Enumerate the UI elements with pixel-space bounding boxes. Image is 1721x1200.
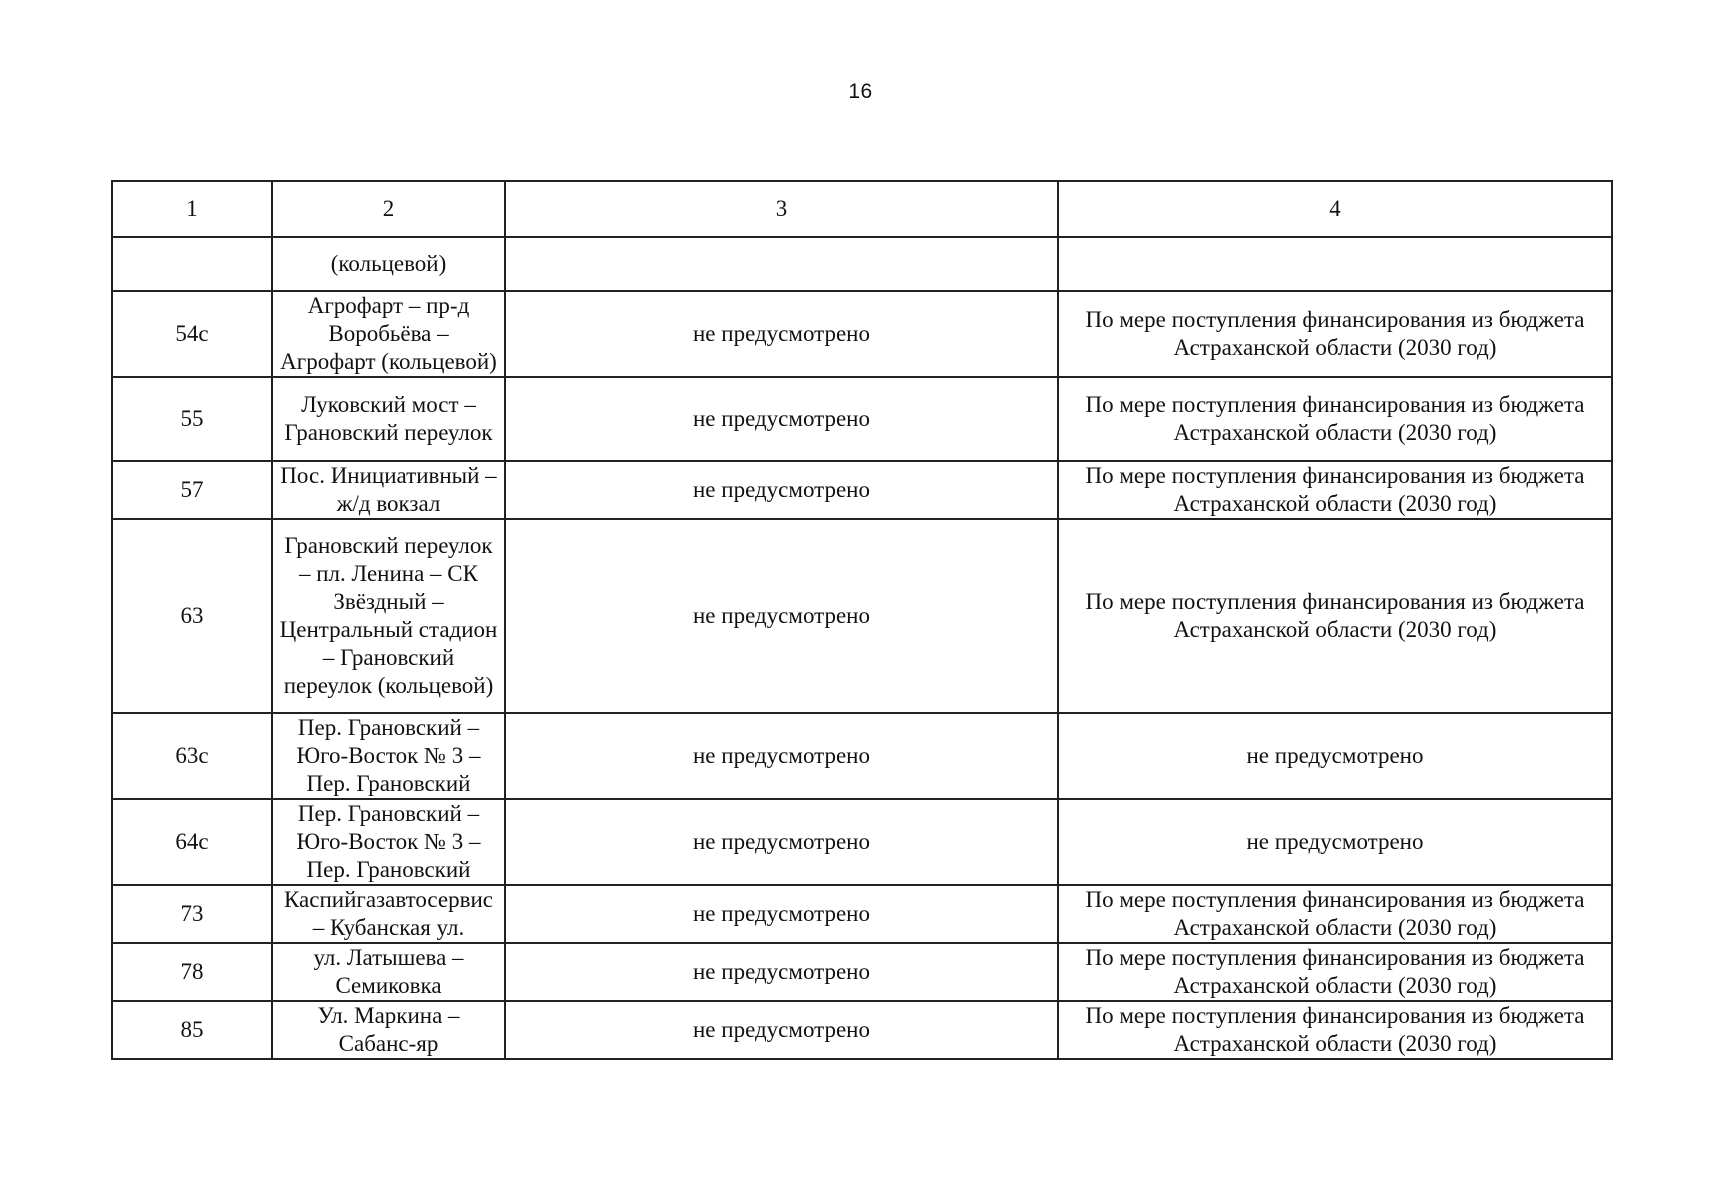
table-row [112, 237, 1612, 291]
table-row [112, 519, 1612, 713]
col4-cell: По мере поступления финансирования из бюджета Астраханской области (2030 год) [1058, 943, 1612, 1001]
col3-cell: не предусмотрено [505, 1001, 1058, 1059]
col3-cell [505, 237, 1058, 291]
route-name-cell: Грановский переулок – пл. Ленина – СК Звёздный – Центральный стадион – Грановский переулок (кольцевой) [272, 519, 505, 713]
route-number-cell [112, 237, 272, 291]
route-name-cell: ул. Латышева – Семиковка [272, 943, 505, 1001]
col4-cell: не предусмотрено [1058, 799, 1612, 885]
column-number-1: 1 [112, 181, 272, 237]
col3-cell: не предусмотрено [505, 885, 1058, 943]
col4-cell: По мере поступления финансирования из бюджета Астраханской области (2030 год) [1058, 461, 1612, 519]
route-name-cell: (кольцевой) [272, 237, 505, 291]
route-number-cell: 78 [112, 943, 272, 1001]
route-name-cell: Луковский мост – Грановский переулок [272, 377, 505, 461]
table-header-row [112, 181, 1612, 237]
table-row [112, 377, 1612, 461]
col4-cell: По мере поступления финансирования из бюджета Астраханской области (2030 год) [1058, 519, 1612, 713]
routes-table [111, 180, 1613, 1060]
route-name-cell: Ул. Маркина – Сабанс-яр [272, 1001, 505, 1059]
page-number: 16 [848, 80, 873, 103]
route-name-cell: Пер. Грановский – Юго-Восток № 3 – Пер. Грановский [272, 713, 505, 799]
route-name-cell: Агрофарт – пр-д Воробьёва – Агрофарт (кольцевой) [272, 291, 505, 377]
column-number-2: 2 [272, 181, 505, 237]
col4-cell: По мере поступления финансирования из бюджета Астраханской области (2030 год) [1058, 291, 1612, 377]
col3-cell: не предусмотрено [505, 713, 1058, 799]
col4-cell: По мере поступления финансирования из бюджета Астраханской области (2030 год) [1058, 885, 1612, 943]
col3-cell: не предусмотрено [505, 943, 1058, 1001]
col4-cell: По мере поступления финансирования из бюджета Астраханской области (2030 год) [1058, 1001, 1612, 1059]
column-number-3: 3 [505, 181, 1058, 237]
col4-cell [1058, 237, 1612, 291]
route-number-cell: 63 [112, 519, 272, 713]
column-number-4: 4 [1058, 181, 1612, 237]
table-row [112, 291, 1612, 377]
table-row [112, 461, 1612, 519]
route-number-cell: 64с [112, 799, 272, 885]
table-row [112, 1001, 1612, 1059]
table-row [112, 885, 1612, 943]
table-row [112, 713, 1612, 799]
route-number-cell: 57 [112, 461, 272, 519]
route-number-cell: 55 [112, 377, 272, 461]
route-number-cell: 85 [112, 1001, 272, 1059]
route-number-cell: 73 [112, 885, 272, 943]
table-row [112, 943, 1612, 1001]
col3-cell: не предусмотрено [505, 519, 1058, 713]
col4-cell: По мере поступления финансирования из бюджета Астраханской области (2030 год) [1058, 377, 1612, 461]
route-name-cell: Каспийгазавтосервис – Кубанская ул. [272, 885, 505, 943]
col4-cell: не предусмотрено [1058, 713, 1612, 799]
route-number-cell: 63с [112, 713, 272, 799]
col3-cell: не предусмотрено [505, 377, 1058, 461]
route-name-cell: Пер. Грановский – Юго-Восток № 3 – Пер. Грановский [272, 799, 505, 885]
col3-cell: не предусмотрено [505, 799, 1058, 885]
route-name-cell: Пос. Инициативный – ж/д вокзал [272, 461, 505, 519]
table-row [112, 799, 1612, 885]
col3-cell: не предусмотрено [505, 461, 1058, 519]
col3-cell: не предусмотрено [505, 291, 1058, 377]
route-number-cell: 54с [112, 291, 272, 377]
